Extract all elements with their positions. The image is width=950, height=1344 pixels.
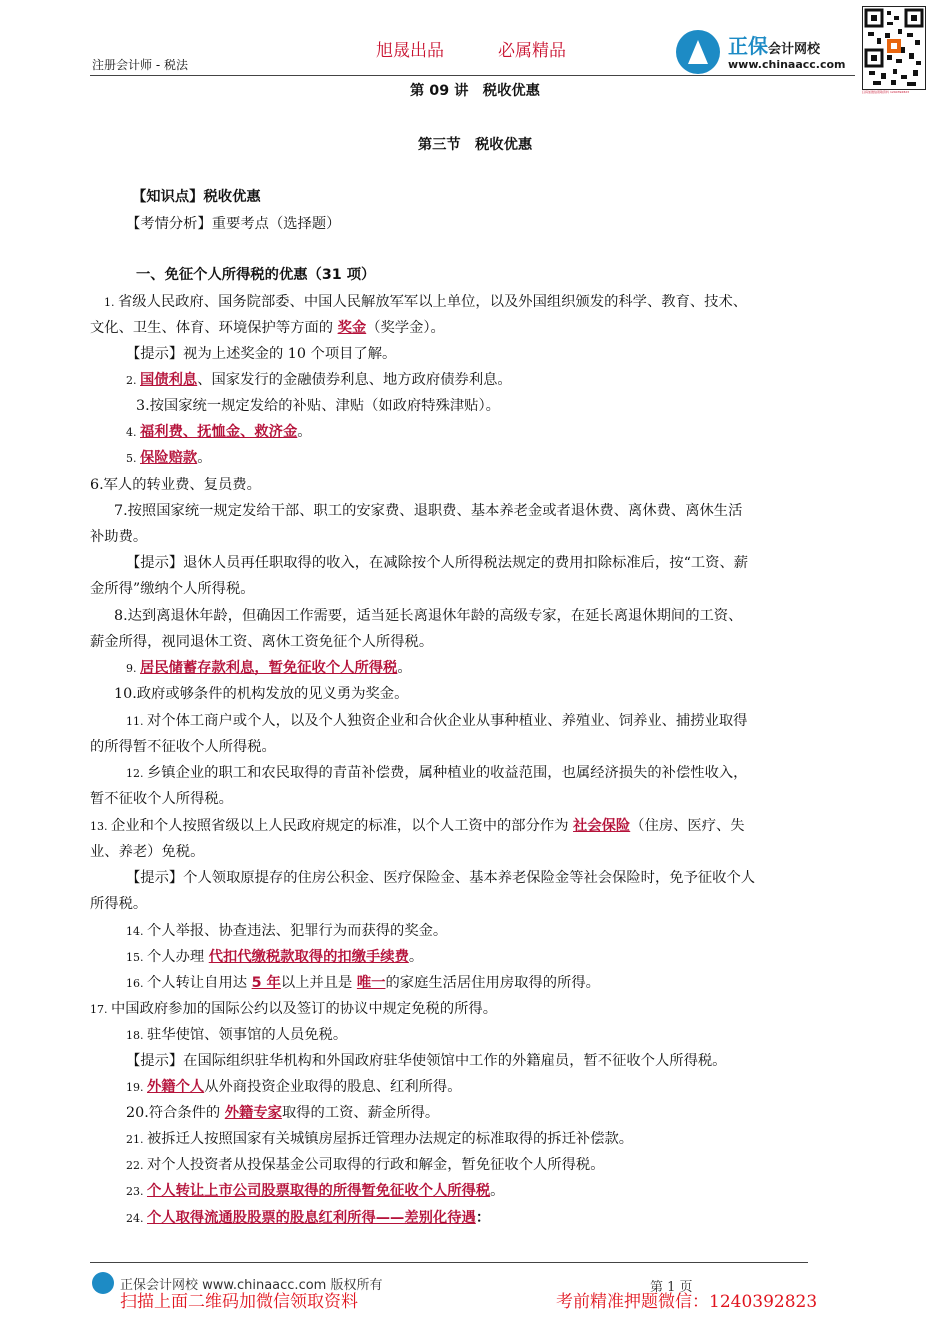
content-line [126,946,423,966]
content-line [126,213,340,233]
header-course-label: 注册会计师 - 税法 [92,58,188,72]
text-run: 以上并且是 [280,975,357,991]
highlighted-term: 唯一 [356,975,386,991]
content-line [90,736,276,756]
footer-copyright: 正保会计网校 www.chinaacc.com 版权所有 [120,1278,383,1293]
content-line [126,1207,490,1227]
footer-divider [90,1262,808,1263]
footer-promo-right: 考前精准押题微信：1240392823 [556,1292,818,1312]
footer-page-number: 第 1 页 [650,1280,693,1295]
content-line [126,1024,347,1044]
item-number: 2. [126,374,140,387]
text-run: 省级人民政府、国务院部委、中国人民解放军军以上单位，以及外国组织颁发的科学、教育、技术、 [118,294,748,310]
text-run: 。 [297,424,312,440]
item-number: 16. [126,977,147,990]
section-title: 第三节 税收优惠 [417,137,533,153]
content-line [90,474,261,494]
content-line [126,710,747,730]
content-line [136,395,500,415]
text-run: 【提示】退休人员再任职取得的收入，在减除按个人所得税法规定的费用扣除标准后，按“工资、薪 [126,555,749,571]
content-line [90,841,204,861]
highlighted-term: 5 年 [251,975,281,991]
item-number: 12. [126,767,147,780]
text-run: 7.按照国家统一规定发给干部、职工的安家费、退职费、基本养老金或者退休费、离休费、离休生活 [114,503,743,519]
text-run: 的家庭生活居住用房取得的所得。 [385,975,600,991]
text-run: 暂不征收个人所得税。 [90,791,233,807]
text-run: 取得的工资、薪金所得。 [281,1105,440,1121]
brand-name-small: 会计网校 [768,42,821,57]
item-number: 4. [126,426,140,439]
text-run: 8.达到离退休年龄，但确因工作需要，适当延长离退休年龄的高级专家，在延长离退休期间的工资、 [114,608,743,624]
content-line [126,972,600,992]
text-run: （奖学金）。 [366,320,445,336]
text-run: 。 [397,660,412,676]
text-run: 【提示】在国际组织驻华机构和外国政府驻华使领馆中工作的外籍雇员，暂不征收个人所得税。 [126,1053,727,1069]
content-line [126,657,412,677]
text-run: 补助费。 [90,529,148,545]
content-line [90,788,233,808]
item-number: 21. [126,1133,147,1146]
text-run: 中国政府参加的国际公约以及签订的协议中规定免税的所得。 [111,1001,498,1017]
bold-text: 一、免征个人所得税的优惠（31 项） [136,267,376,283]
item-number: 17. [90,1003,111,1016]
item-number: 14. [126,925,147,938]
text-run: 企业和个人按照省级以上人民政府规定的标准，以个人工资中的部分作为 [111,818,574,834]
content-line [126,762,747,782]
text-run: 业、养老）免税。 [90,844,205,860]
item-number: 23. [126,1185,147,1198]
qr-code-icon [862,6,926,90]
footer-logo-icon [92,1272,114,1294]
content-line [126,1076,462,1096]
text-run: 。 [408,949,424,965]
highlighted-term: 居民储蓄存款利息，暂免征收个人所得税 [140,660,398,676]
brand-name-big: 正保 [728,34,768,58]
item-number: 22. [126,1159,147,1172]
content-line [114,500,742,520]
text-run: 的所得暂不征收个人所得税。 [90,739,276,755]
content-line [90,893,147,913]
content-line [126,447,211,467]
text-run: 被拆迁人按照国家有关城镇房屋拆迁管理办法规定的标准取得的拆迁补偿款。 [147,1131,634,1147]
text-run: 所得税。 [90,896,148,912]
content-line [90,815,745,835]
content-line [90,578,255,598]
content-line [126,1050,726,1070]
content-line [114,605,742,625]
content-line [132,186,261,206]
item-number: 11. [126,715,147,728]
highlighted-term: 保险赔款 [140,450,198,466]
content-line [104,291,747,311]
highlighted-term: 国债利息 [140,372,198,388]
lecture-title: 第 09 讲 税收优惠 [410,83,540,99]
highlighted-term: 外籍专家 [224,1105,282,1121]
text-run: （住房、医疗、失 [630,818,745,834]
bold-text: 【知识点】税收优惠 [132,189,261,205]
content-line [126,920,447,940]
content-line [126,343,396,363]
content-line [90,317,445,337]
bold-text: ： [475,1210,491,1226]
item-number: 9. [126,662,140,675]
brand-logo-mark [688,40,708,64]
content-line [126,1128,633,1148]
qr-code-graphic [863,7,925,89]
content-line [126,1102,439,1122]
content-line [126,867,755,887]
text-run: 。 [490,1183,505,1199]
text-run: 。 [197,450,212,466]
header-slogan-right: 必属精品 [498,41,566,61]
text-run: 6.军人的转业费、复员费。 [90,477,261,493]
text-run: 对个人投资者从投保基金公司取得的行政和解金，暂免征收个人所得税。 [147,1157,605,1173]
highlighted-term: 个人转让上市公司股票取得的所得暂免征收个人所得税 [147,1183,491,1199]
content-line [90,526,147,546]
highlighted-term: 代扣代缴税款取得的扣缴手续费 [208,949,409,965]
content-line [126,369,512,389]
text-run: 金所得”缴纳个人所得税。 [90,581,255,597]
footer-promo-left: 扫描上面二维码加微信领取资料 [120,1292,358,1312]
qr-caption: 扫码加微信领取资料 1240392823 [862,90,910,94]
text-run: 10.政府或够条件的机构发放的见义勇为奖金。 [114,686,409,702]
text-run: 20.符合条件的 [126,1105,225,1121]
text-run: 【考情分析】重要考点（选择题） [126,216,341,232]
highlighted-term: 个人取得流通股股票的股息红利所得——差别化待遇 [147,1210,476,1226]
highlighted-term: 福利费、抚恤金、救济金 [140,424,298,440]
text-run: 个人举报、协查违法、犯罪行为而获得的奖金。 [147,923,448,939]
item-number: 19. [126,1081,147,1094]
highlighted-term: 外籍个人 [147,1079,205,1095]
content-line [126,552,748,572]
brand-url: www.chinaacc.com [728,58,846,71]
item-number: 18. [126,1029,147,1042]
text-run: 【提示】个人领取原提存的住房公积金、医疗保险金、基本养老保险金等社会保险时，免予征收个人 [126,870,756,886]
text-run: 3.按国家统一规定发给的补贴、津贴（如政府特殊津贴）。 [136,398,500,414]
text-run: 【提示】视为上述奖金的 10 个项目了解。 [126,346,397,362]
content-line [90,998,497,1018]
item-number: 15. [126,951,147,964]
item-number: 13. [90,820,111,833]
text-run: 个人转让自用达 [147,975,252,991]
content-line [126,421,312,441]
content-line [126,1180,504,1200]
brand-logo-block[interactable] [676,26,858,76]
text-run: 对个体工商户或个人，以及个人独资企业和合伙企业从事种植业、养殖业、饲养业、捕捞业取得 [147,713,748,729]
text-run: 乡镇企业的职工和农民取得的青苗补偿费，属种植业的收益范围，也属经济损失的补偿性收入， [147,765,748,781]
text-run: 文化、卫生、体育、环境保护等方面的 [90,320,338,336]
brand-logo-icon [676,30,720,74]
item-number: 24. [126,1212,147,1225]
text-run: 驻华使馆、领事馆的人员免税。 [147,1027,348,1043]
text-run: 薪金所得，视同退休工资、离休工资免征个人所得税。 [90,634,434,650]
text-run: 从外商投资企业取得的股息、红利所得。 [204,1079,462,1095]
highlighted-term: 奖金 [337,320,367,336]
header-slogan-left: 旭晟出品 [376,41,444,61]
content-line [136,264,375,284]
content-line [126,1154,605,1174]
highlighted-term: 社会保险 [573,818,631,834]
text-run: 个人办理 [147,949,209,965]
item-number: 5. [126,452,140,465]
brand-name [728,30,820,59]
content-line [90,631,433,651]
content-line [114,683,408,703]
text-run: 、国家发行的金融债券利息、地方政府债券利息。 [197,372,512,388]
item-number: 1. [104,296,118,309]
